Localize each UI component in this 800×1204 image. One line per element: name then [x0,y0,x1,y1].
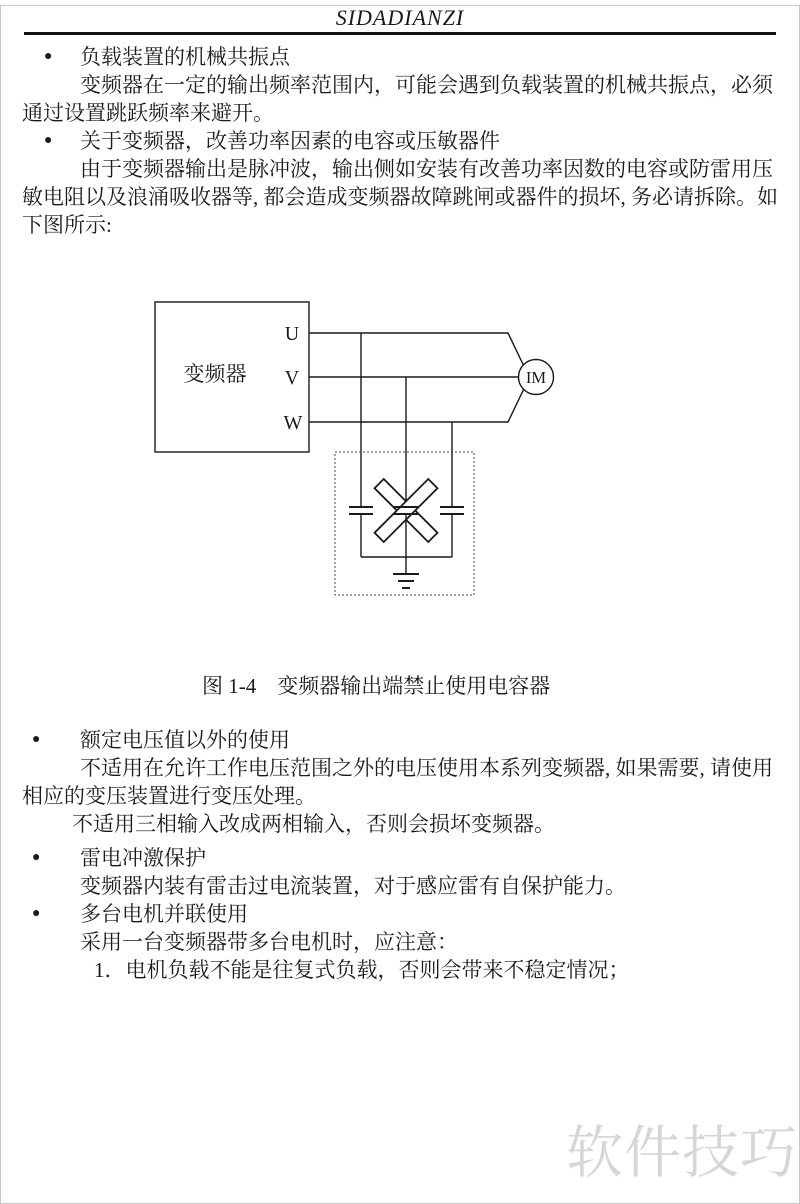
capacitor-left-icon [349,507,373,514]
watermark-text: 软件技巧 [566,1121,798,1185]
bullet-label: 雷电冲激保护 [80,846,206,870]
bullet-icon: ● [44,49,53,64]
capacitor-right-icon [440,507,464,514]
ground-icon [393,574,419,588]
wire-u [309,333,524,366]
inverter-label: 变频器 [183,362,247,386]
bullet-item-voltage [22,726,778,754]
paragraph-lightning: 变频器内装有雷击过电流装置，对于感应雷有自保护能力。 [80,874,626,898]
terminal-v-label: V [284,367,300,389]
motor-label: IM [525,368,547,387]
paragraph-three-phase: 不适用三相输入改成两相输入，否则会损坏变频器。 [72,812,555,836]
paragraph-resonance: 变频器在一定的输出频率范围内，可能会遇到负载装置的机械共振点，必须通过设置跳跃频率来避开。 [22,73,773,125]
bullet-label: 关于变频器，改善功率因素的电容或压敏器件 [80,129,500,153]
bullet-icon: ● [32,850,41,865]
circuit-diagram [22,291,778,606]
bullet-label: 负载装置的机械共振点 [80,45,290,69]
bullet-icon: ● [32,732,41,747]
paragraph-voltage: 不适用在允许工作电压范围之外的电压使用本系列变频器, 如果需要, 请使用相应的变压装置进行变压处理。 [22,756,773,808]
bullet-icon: ● [44,133,53,148]
bullet-item-capacitor [22,127,778,155]
wire-w [309,389,524,422]
document-page [0,5,800,1204]
terminal-u-label: U [284,323,300,345]
bullet-label: 多台电机并联使用 [80,902,248,926]
bullet-item-resonance [22,43,778,71]
bullet-icon: ● [32,906,41,921]
numbered-item-1: 1．电机负载不能是往复式负载，否则会带来不稳定情况； [94,958,630,982]
page-title: SIDADIANZI [335,5,465,30]
bullet-item-multi-motor [22,900,778,928]
header-rule [24,32,776,35]
paragraph-capacitor: 由于变频器输出是脉冲波，输出侧如安装有改善功率因数的电容或防雷用压敏电阻以及浪涌吸收器等, 都会造成变频器故障跳闸或器件的损坏, 务必请拆除。如下图所示: [22,157,778,237]
paragraph-multi-motor: 采用一台变频器带多台电机时，应注意： [80,930,458,954]
bullet-label: 额定电压值以外的使用 [80,728,290,752]
page-content [22,43,778,984]
bullet-item-lightning [22,844,778,872]
figure-caption: 图 1-4 变频器输出端禁止使用电容器 [202,674,551,698]
terminal-w-label: W [283,412,303,434]
